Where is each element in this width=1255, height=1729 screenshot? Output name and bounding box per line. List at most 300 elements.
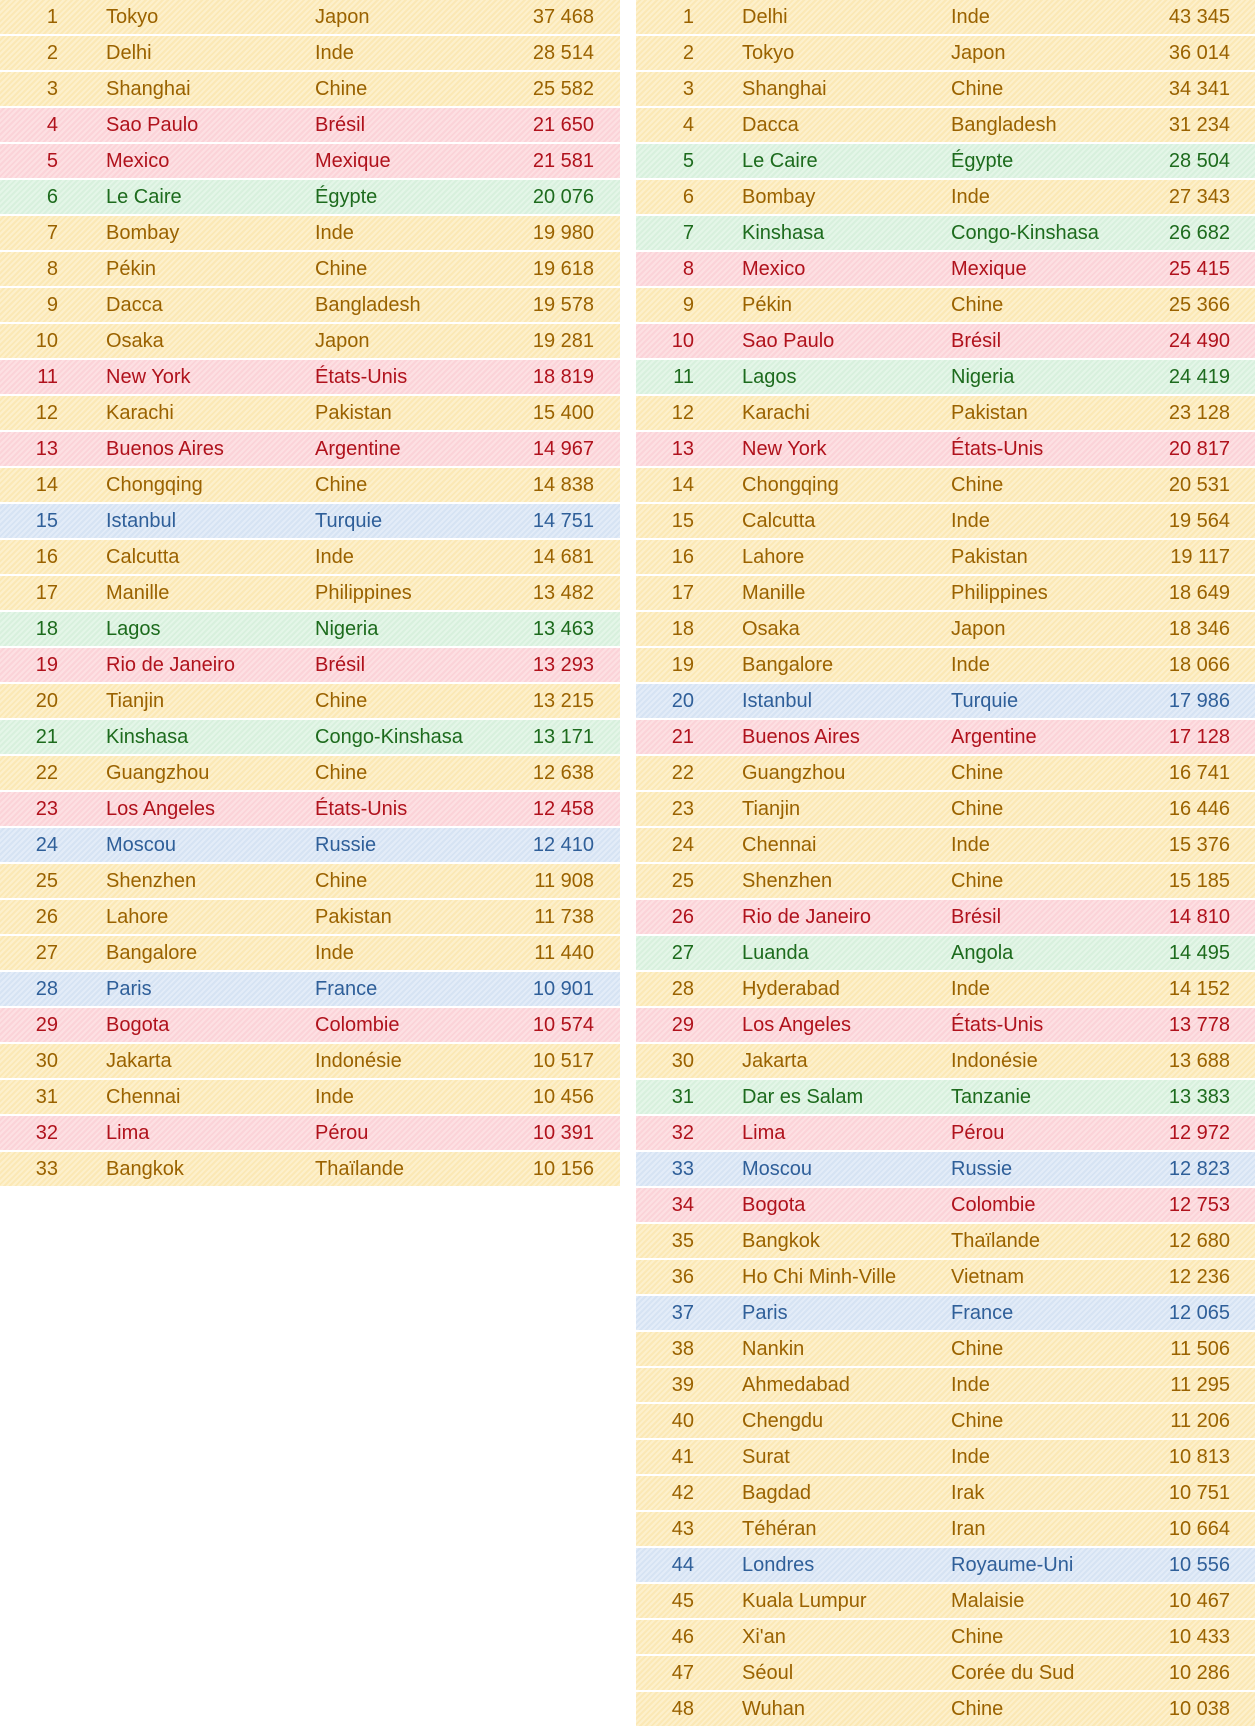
city-cell: New York (742, 438, 827, 460)
population-cell: 20 076 (532, 186, 594, 208)
population-cell: 10 391 (532, 1122, 594, 1144)
rank-cell: 19 (35, 654, 58, 676)
country-cell: Japon (315, 330, 370, 352)
city-cell: Lima (106, 1122, 150, 1144)
population-cell: 24 490 (1168, 330, 1230, 352)
table-row (0, 360, 620, 394)
city-cell: Los Angeles (106, 798, 215, 820)
population-cell: 10 517 (532, 1050, 594, 1072)
city-cell: Kuala Lumpur (742, 1590, 867, 1612)
city-cell: Chongqing (106, 474, 203, 496)
table-row (636, 936, 1255, 970)
table-row (0, 540, 620, 574)
city-cell: Dacca (742, 114, 799, 136)
rank-cell: 12 (671, 402, 694, 424)
population-cell: 24 419 (1168, 366, 1230, 388)
table-row (636, 1692, 1255, 1726)
country-cell: Inde (315, 942, 354, 964)
country-cell: Pérou (951, 1122, 1005, 1144)
city-cell: Tokyo (106, 6, 159, 28)
table-row (636, 1224, 1255, 1258)
city-cell: Surat (742, 1446, 790, 1468)
population-cell: 10 664 (1168, 1518, 1230, 1540)
table-row (636, 1584, 1255, 1618)
table-row (636, 864, 1255, 898)
rank-cell: 21 (671, 726, 694, 748)
population-cell: 18 346 (1168, 618, 1230, 640)
country-cell: Inde (951, 1446, 990, 1468)
population-cell: 10 751 (1168, 1482, 1230, 1504)
table-row (0, 180, 620, 214)
country-cell: Thaïlande (315, 1158, 404, 1180)
rank-cell: 23 (671, 798, 694, 820)
country-cell: Thaïlande (951, 1230, 1040, 1252)
rank-cell: 30 (671, 1050, 694, 1072)
city-cell: Guangzhou (742, 762, 846, 784)
table-row (636, 1476, 1255, 1510)
rank-cell: 31 (35, 1086, 58, 1108)
table-row (0, 324, 620, 358)
country-cell: États-Unis (951, 1014, 1044, 1036)
rank-cell: 7 (46, 222, 58, 244)
table-row (636, 1548, 1255, 1582)
rank-cell: 45 (671, 1590, 694, 1612)
city-cell: Sao Paulo (106, 114, 199, 136)
rank-cell: 19 (671, 654, 694, 676)
population-cell: 21 581 (532, 150, 594, 172)
rank-cell: 34 (671, 1194, 694, 1216)
country-cell: Bangladesh (951, 114, 1057, 136)
country-cell: Philippines (951, 582, 1048, 604)
city-cell: Mexico (106, 150, 170, 172)
country-cell: Japon (951, 618, 1006, 640)
rank-cell: 27 (671, 942, 694, 964)
city-cell: Lahore (742, 546, 805, 568)
rank-cell: 26 (35, 906, 58, 928)
country-cell: Mexique (951, 258, 1027, 280)
country-cell: États-Unis (951, 438, 1044, 460)
population-cell: 25 366 (1168, 294, 1230, 316)
table-row (636, 648, 1255, 682)
rank-cell: 11 (673, 366, 694, 388)
table-row (0, 144, 620, 178)
city-cell: Kinshasa (742, 222, 825, 244)
table-row (636, 360, 1255, 394)
city-cell: Los Angeles (742, 1014, 851, 1036)
table-row (636, 1656, 1255, 1690)
rank-cell: 23 (35, 798, 58, 820)
population-cell: 10 156 (532, 1158, 594, 1180)
city-cell: Chengdu (742, 1410, 824, 1432)
country-cell: Inde (951, 978, 990, 1000)
country-cell: Inde (315, 42, 354, 64)
population-cell: 12 236 (1168, 1266, 1230, 1288)
table-row (0, 828, 620, 862)
rank-cell: 1 (682, 6, 694, 28)
country-cell: Malaisie (951, 1590, 1025, 1612)
table-row (0, 936, 620, 970)
table-row (636, 1332, 1255, 1366)
rank-cell: 25 (671, 870, 694, 892)
table-row (636, 1296, 1255, 1330)
population-cell: 19 281 (532, 330, 594, 352)
country-cell: Chine (315, 762, 368, 784)
city-cell: Dacca (106, 294, 163, 316)
city-cell: Lima (742, 1122, 786, 1144)
table-row (0, 252, 620, 286)
city-cell: Bombay (742, 186, 816, 208)
table-row (636, 252, 1255, 286)
city-cell: New York (106, 366, 191, 388)
population-cell: 12 638 (532, 762, 594, 784)
rank-cell: 43 (671, 1518, 694, 1540)
population-cell: 14 838 (532, 474, 594, 496)
country-cell: Chine (951, 762, 1004, 784)
table-row (636, 1512, 1255, 1546)
rank-cell: 16 (671, 546, 694, 568)
country-cell: Chine (315, 690, 368, 712)
city-cell: Calcutta (106, 546, 180, 568)
rank-cell: 18 (671, 618, 694, 640)
table-row (0, 648, 620, 682)
city-cell: Le Caire (106, 186, 182, 208)
country-cell: Mexique (315, 150, 391, 172)
rank-cell: 46 (671, 1626, 694, 1648)
city-cell: Bangalore (106, 942, 198, 964)
table-row (636, 1152, 1255, 1186)
population-cell: 12 065 (1168, 1302, 1230, 1324)
rank-cell: 13 (671, 438, 694, 460)
rank-cell: 36 (671, 1266, 694, 1288)
population-cell: 26 682 (1168, 222, 1230, 244)
country-cell: Russie (951, 1158, 1013, 1180)
city-cell: Bombay (106, 222, 180, 244)
table-row (636, 828, 1255, 862)
city-cell: Istanbul (106, 510, 177, 532)
country-cell: Inde (315, 1086, 354, 1108)
rank-cell: 47 (671, 1662, 694, 1684)
rank-cell: 5 (46, 150, 58, 172)
country-cell: Inde (951, 6, 990, 28)
population-cell: 12 680 (1168, 1230, 1230, 1252)
population-cell: 11 206 (1170, 1410, 1230, 1432)
table-row (636, 1044, 1255, 1078)
population-cell: 13 171 (532, 726, 594, 748)
table-row (0, 288, 620, 322)
table-row (636, 900, 1255, 934)
city-cell: Moscou (106, 834, 177, 856)
country-cell: Brésil (315, 654, 366, 676)
table-row (636, 72, 1255, 106)
country-cell: Bangladesh (315, 294, 421, 316)
rank-cell: 18 (35, 618, 58, 640)
table-row (636, 720, 1255, 754)
rank-cell: 17 (671, 582, 694, 604)
rank-cell: 48 (671, 1698, 694, 1720)
rank-cell: 9 (682, 294, 694, 316)
country-cell: Inde (951, 186, 990, 208)
city-cell: Hyderabad (742, 978, 840, 1000)
population-cell: 14 495 (1168, 942, 1230, 964)
country-cell: États-Unis (315, 798, 408, 820)
population-cell: 14 810 (1168, 906, 1230, 928)
rank-cell: 11 (37, 366, 58, 388)
population-cell: 12 410 (532, 834, 594, 856)
city-cell: Wuhan (742, 1698, 806, 1720)
table-row (636, 1188, 1255, 1222)
table-row (636, 576, 1255, 610)
rank-cell: 21 (35, 726, 58, 748)
rank-cell: 20 (35, 690, 58, 712)
rank-cell: 38 (671, 1338, 694, 1360)
population-cell: 10 813 (1168, 1446, 1230, 1468)
population-cell: 21 650 (532, 114, 594, 136)
population-cell: 18 649 (1168, 582, 1230, 604)
country-cell: Nigeria (951, 366, 1015, 388)
population-cell: 36 014 (1168, 42, 1230, 64)
population-cell: 10 456 (532, 1086, 594, 1108)
country-cell: Pakistan (951, 546, 1028, 568)
population-cell: 13 778 (1168, 1014, 1230, 1036)
population-cell: 43 345 (1168, 6, 1230, 28)
table-row (0, 108, 620, 142)
city-cell: Tianjin (106, 690, 165, 712)
rank-cell: 6 (682, 186, 694, 208)
population-cell: 17 128 (1168, 726, 1230, 748)
rank-cell: 15 (35, 510, 58, 532)
rank-cell: 22 (35, 762, 58, 784)
rank-cell: 24 (35, 834, 58, 856)
city-cell: Delhi (742, 6, 788, 28)
rank-cell: 40 (671, 1410, 694, 1432)
population-cell: 16 446 (1168, 798, 1230, 820)
country-cell: Colombie (951, 1194, 1036, 1216)
country-cell: Inde (315, 222, 354, 244)
table-row (0, 216, 620, 250)
population-cell: 27 343 (1168, 186, 1230, 208)
table-row (0, 864, 620, 898)
table-row (0, 0, 620, 34)
table-row (636, 216, 1255, 250)
rank-cell: 14 (671, 474, 694, 496)
rank-cell: 6 (46, 186, 58, 208)
rank-cell: 10 (671, 330, 694, 352)
population-cell: 18 819 (532, 366, 594, 388)
rank-cell: 8 (46, 258, 58, 280)
table-row (0, 72, 620, 106)
population-cell: 10 574 (532, 1014, 594, 1036)
country-cell: Pérou (315, 1122, 369, 1144)
country-cell: Congo-Kinshasa (951, 222, 1099, 244)
country-cell: Inde (951, 834, 990, 856)
population-cell: 13 293 (532, 654, 594, 676)
city-cell: Kinshasa (106, 726, 189, 748)
country-cell: Inde (951, 654, 990, 676)
population-cell: 18 066 (1168, 654, 1230, 676)
city-cell: Guangzhou (106, 762, 210, 784)
population-cell: 17 986 (1168, 690, 1230, 712)
rank-cell: 4 (682, 114, 694, 136)
country-cell: Inde (315, 546, 354, 568)
city-cell: Shenzhen (106, 870, 197, 892)
city-cell: Delhi (106, 42, 152, 64)
table-row (636, 1404, 1255, 1438)
city-cell: Buenos Aires (742, 726, 860, 748)
rank-cell: 28 (671, 978, 694, 1000)
country-cell: Chine (315, 474, 368, 496)
country-cell: Iran (951, 1518, 986, 1540)
country-cell: Argentine (951, 726, 1037, 748)
population-cell: 13 383 (1168, 1086, 1230, 1108)
country-cell: Turquie (315, 510, 383, 532)
table-row (636, 1368, 1255, 1402)
table-row (636, 504, 1255, 538)
population-cell: 12 823 (1168, 1158, 1230, 1180)
country-cell: Indonésie (951, 1050, 1038, 1072)
population-cell: 23 128 (1168, 402, 1230, 424)
table-row (636, 432, 1255, 466)
population-cell: 25 415 (1168, 258, 1230, 280)
population-cell: 13 215 (532, 690, 594, 712)
table-row (636, 612, 1255, 646)
country-cell: Inde (951, 1374, 990, 1396)
rank-cell: 2 (46, 42, 58, 64)
rank-cell: 24 (671, 834, 694, 856)
table-row (0, 504, 620, 538)
city-cell: Mexico (742, 258, 806, 280)
country-cell: Brésil (951, 906, 1002, 928)
population-cell: 20 817 (1168, 438, 1230, 460)
table-row (636, 396, 1255, 430)
population-cell: 15 185 (1168, 870, 1230, 892)
table-row (0, 792, 620, 826)
city-cell: Rio de Janeiro (106, 654, 235, 676)
population-cell: 11 738 (534, 906, 594, 928)
table-row (0, 720, 620, 754)
city-cell: Jakarta (106, 1050, 172, 1072)
rank-cell: 25 (35, 870, 58, 892)
rank-cell: 29 (35, 1014, 58, 1036)
population-cell: 11 295 (1170, 1374, 1230, 1396)
population-cell: 31 234 (1168, 114, 1230, 136)
country-cell: Corée du Sud (951, 1662, 1075, 1684)
city-cell: Tianjin (742, 798, 801, 820)
rank-cell: 29 (671, 1014, 694, 1036)
country-cell: Royaume-Uni (951, 1554, 1074, 1576)
table-row (0, 756, 620, 790)
population-cell: 12 753 (1168, 1194, 1230, 1216)
rank-cell: 16 (35, 546, 58, 568)
rank-cell: 22 (671, 762, 694, 784)
population-cell: 12 972 (1168, 1122, 1230, 1144)
country-cell: Pakistan (315, 906, 392, 928)
country-cell: Turquie (951, 690, 1019, 712)
city-cell: Pékin (106, 258, 157, 280)
rank-cell: 26 (671, 906, 694, 928)
table-row (636, 288, 1255, 322)
population-cell: 14 152 (1168, 978, 1230, 1000)
country-cell: Vietnam (951, 1266, 1025, 1288)
rank-cell: 12 (35, 402, 58, 424)
rank-cell: 17 (35, 582, 58, 604)
rank-cell: 32 (35, 1122, 58, 1144)
city-cell: Istanbul (742, 690, 813, 712)
country-cell: Égypte (951, 150, 1014, 172)
population-cell: 25 582 (532, 78, 594, 100)
country-cell: Chine (951, 474, 1004, 496)
table-row (636, 1080, 1255, 1114)
table-row (636, 1440, 1255, 1474)
population-cell: 10 286 (1168, 1662, 1230, 1684)
table-row (0, 396, 620, 430)
table-row (636, 36, 1255, 70)
population-cell: 10 467 (1168, 1590, 1230, 1612)
city-cell: Bangkok (106, 1158, 184, 1180)
city-cell: Manille (106, 582, 170, 604)
country-cell: Argentine (315, 438, 401, 460)
rank-cell: 30 (35, 1050, 58, 1072)
population-cell: 14 967 (532, 438, 594, 460)
country-cell: Chine (951, 870, 1004, 892)
country-cell: Chine (951, 78, 1004, 100)
table-row (636, 684, 1255, 718)
country-cell: Chine (951, 1698, 1004, 1720)
city-cell: Dar es Salam (742, 1086, 864, 1108)
rank-cell: 8 (682, 258, 694, 280)
country-cell: Pakistan (951, 402, 1028, 424)
table-row (636, 972, 1255, 1006)
population-cell: 16 741 (1168, 762, 1230, 784)
table-row (636, 144, 1255, 178)
rank-cell: 28 (35, 978, 58, 1000)
population-cell: 15 400 (532, 402, 594, 424)
rank-cell: 27 (35, 942, 58, 964)
table-row (0, 468, 620, 502)
rank-cell: 13 (35, 438, 58, 460)
city-cell: Paris (106, 978, 152, 1000)
table-row (0, 684, 620, 718)
city-cell: Manille (742, 582, 806, 604)
rank-cell: 31 (671, 1086, 694, 1108)
population-cell: 11 908 (534, 870, 594, 892)
city-cell: Luanda (742, 942, 809, 964)
city-cell: Bogota (742, 1194, 806, 1216)
rank-cell: 14 (35, 474, 58, 496)
city-cell: Séoul (742, 1662, 794, 1684)
rank-cell: 44 (671, 1554, 694, 1576)
city-cell: Ho Chi Minh-Ville (742, 1266, 897, 1288)
country-cell: Chine (951, 1626, 1004, 1648)
city-cell: Xi'an (742, 1626, 786, 1648)
population-cell: 14 681 (532, 546, 594, 568)
table-row (636, 108, 1255, 142)
population-cell: 13 463 (532, 618, 594, 640)
population-cell: 19 980 (532, 222, 594, 244)
ranking-table-left (0, 0, 620, 1188)
city-cell: Bangkok (742, 1230, 820, 1252)
country-cell: Chine (315, 258, 368, 280)
city-cell: Chennai (742, 834, 817, 856)
city-cell: Chongqing (742, 474, 839, 496)
country-cell: Russie (315, 834, 377, 856)
population-cell: 19 564 (1168, 510, 1230, 532)
city-cell: Nankin (742, 1338, 805, 1360)
table-row (636, 1116, 1255, 1150)
table-row (636, 324, 1255, 358)
population-cell: 10 433 (1168, 1626, 1230, 1648)
country-cell: Japon (951, 42, 1006, 64)
country-cell: Irak (951, 1482, 985, 1504)
